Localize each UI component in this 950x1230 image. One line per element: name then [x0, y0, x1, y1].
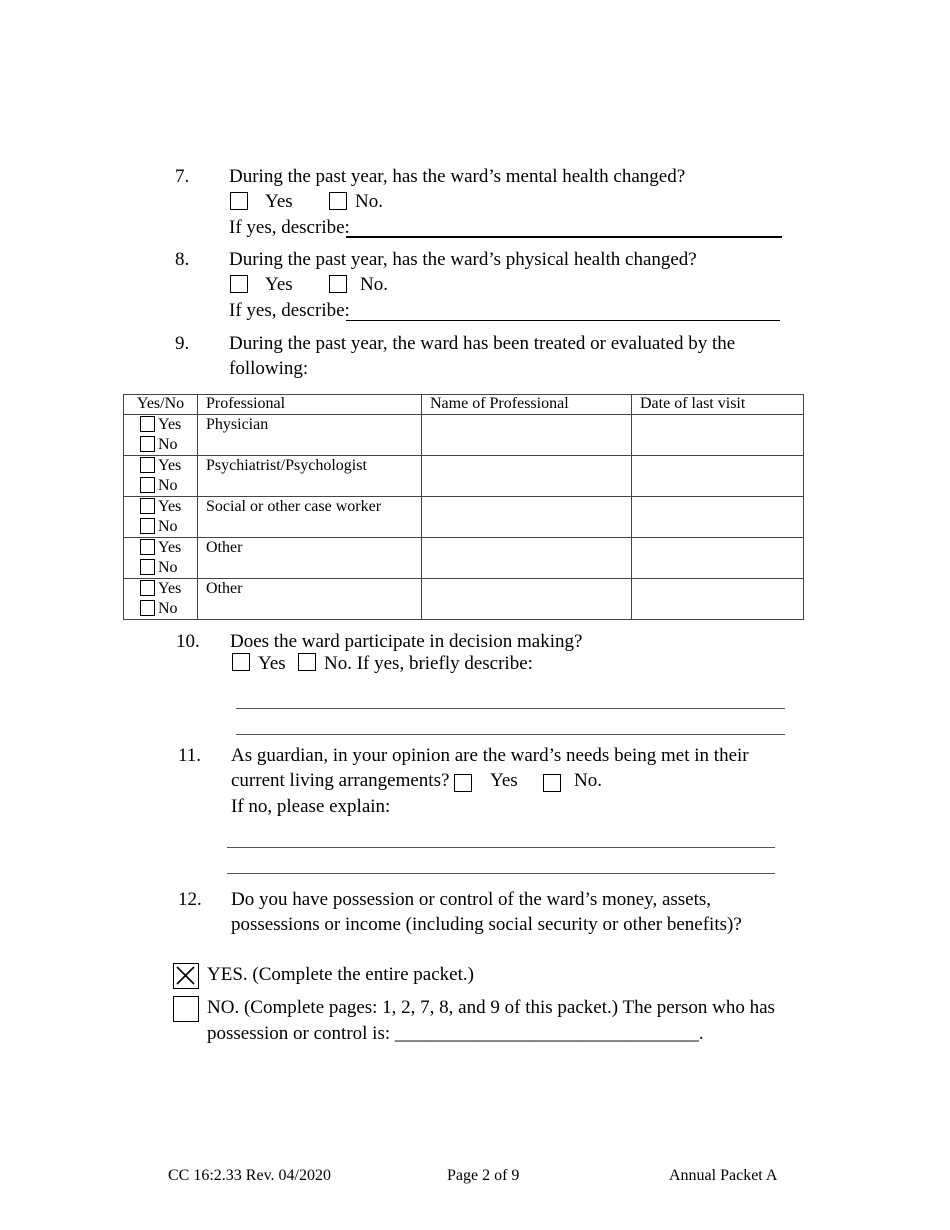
professional-cell: Other: [198, 579, 422, 620]
yesno-cell: [124, 456, 198, 497]
no-label: No: [158, 477, 178, 494]
q11-explain-line-2[interactable]: [227, 873, 775, 874]
yes-checkbox[interactable]: [140, 457, 155, 473]
check-x-icon: [174, 964, 197, 987]
q12-no-label-line1: NO. (Complete pages: 1, 2, 7, 8, and 9 of this packet.) The person who has: [207, 997, 775, 1018]
q7-question: During the past year, has the ward’s mental health changed?: [229, 166, 686, 187]
q10-describe-line-2[interactable]: [236, 734, 785, 735]
q10-question: Does the ward participate in decision making?: [230, 631, 583, 652]
no-label: No: [158, 436, 178, 453]
yes-label: Yes: [158, 539, 182, 556]
date-cell[interactable]: [632, 579, 804, 620]
q10-no-describe: No. If yes, briefly describe:: [324, 653, 533, 674]
q9-question-line2: following:: [229, 358, 309, 379]
name-cell[interactable]: [422, 415, 632, 456]
professional-cell: Psychiatrist/Psychologist: [198, 456, 422, 497]
q11-no-label: No.: [574, 770, 602, 791]
date-cell[interactable]: [632, 456, 804, 497]
q7-yes-checkbox[interactable]: [230, 192, 248, 210]
q10-describe-line-1[interactable]: [236, 708, 785, 709]
no-checkbox[interactable]: [140, 559, 155, 575]
q11-line2: current living arrangements?: [231, 770, 450, 791]
professional-cell: Social or other case worker: [198, 497, 422, 538]
no-label: No: [158, 518, 178, 535]
q12-line1: Do you have possession or control of the ward’s money, assets,: [231, 889, 712, 910]
col-header-professional: Professional: [198, 395, 422, 415]
q12-number: 12.: [178, 889, 202, 910]
q8-yes-label: Yes: [265, 274, 293, 295]
name-cell[interactable]: [422, 538, 632, 579]
q11-explain-label: If no, please explain:: [231, 796, 391, 817]
date-cell[interactable]: [632, 497, 804, 538]
q9-question-line1: During the past year, the ward has been treated or evaluated by the: [229, 333, 736, 354]
q8-no-checkbox[interactable]: [329, 275, 347, 293]
q12-yes-label: YES. (Complete the entire packet.): [207, 964, 474, 985]
q8-no-label: No.: [360, 274, 388, 295]
date-cell[interactable]: [632, 538, 804, 579]
yes-checkbox[interactable]: [140, 580, 155, 596]
table-row: [124, 415, 804, 456]
yes-label: Yes: [158, 416, 182, 433]
q8-question: During the past year, has the ward’s physical health changed?: [229, 249, 697, 270]
table-row: [124, 497, 804, 538]
table-row: [124, 456, 804, 497]
no-checkbox[interactable]: [140, 518, 155, 534]
yes-label: Yes: [158, 457, 182, 474]
q7-yes-label: Yes: [265, 191, 293, 212]
q8-describe-line[interactable]: [346, 320, 780, 321]
footer-form-id: CC 16:2.33 Rev. 04/2020: [168, 1167, 331, 1184]
q7-describe-line[interactable]: [346, 236, 782, 238]
q11-explain-line-1[interactable]: [227, 847, 775, 848]
yes-checkbox[interactable]: [140, 498, 155, 514]
col-header-name: Name of Professional: [422, 395, 632, 415]
name-cell[interactable]: [422, 497, 632, 538]
no-checkbox[interactable]: [140, 600, 155, 616]
q12-line2: possessions or income (including social security or other benefits)?: [231, 914, 742, 935]
professional-cell: Physician: [198, 415, 422, 456]
table-row: [124, 538, 804, 579]
table-header-row: [124, 395, 804, 415]
name-cell[interactable]: [422, 456, 632, 497]
yes-checkbox[interactable]: [140, 416, 155, 432]
q10-yes-checkbox[interactable]: [232, 653, 250, 671]
q7-no-label: No.: [355, 191, 383, 212]
q11-number: 11.: [178, 745, 202, 766]
q10-no-checkbox[interactable]: [298, 653, 316, 671]
q12-no-label-line2: possession or control is: ________________________________.: [207, 1023, 704, 1044]
no-checkbox[interactable]: [140, 477, 155, 493]
col-header-date: Date of last visit: [632, 395, 804, 415]
name-cell[interactable]: [422, 579, 632, 620]
table-row: [124, 579, 804, 620]
q9-number: 9.: [175, 333, 190, 354]
q11-line1: As guardian, in your opinion are the ward’s needs being met in their: [231, 745, 749, 766]
no-checkbox[interactable]: [140, 436, 155, 452]
no-label: No: [158, 559, 178, 576]
q12-yes-checkbox-checked[interactable]: [173, 963, 199, 989]
yesno-cell: [124, 497, 198, 538]
q7-describe-label: If yes, describe:: [229, 217, 350, 238]
col-header-yesno: Yes/No: [124, 395, 198, 415]
date-cell[interactable]: [632, 415, 804, 456]
no-label: No: [158, 600, 178, 617]
yesno-cell: [124, 538, 198, 579]
q11-yes-label: Yes: [490, 770, 518, 791]
q7-no-checkbox[interactable]: [329, 192, 347, 210]
footer-packet-name: Annual Packet A: [669, 1167, 778, 1184]
professionals-table: [123, 394, 804, 620]
q8-describe-label: If yes, describe:: [229, 300, 350, 321]
q10-number: 10.: [176, 631, 200, 652]
q7-number: 7.: [175, 166, 190, 187]
yes-label: Yes: [158, 580, 182, 597]
professional-cell: Other: [198, 538, 422, 579]
yesno-cell: [124, 415, 198, 456]
yes-checkbox[interactable]: [140, 539, 155, 555]
yesno-cell: [124, 579, 198, 620]
yes-label: Yes: [158, 498, 182, 515]
q10-yes-label: Yes: [258, 653, 286, 674]
footer-page-number: Page 2 of 9: [447, 1167, 520, 1184]
q11-no-checkbox[interactable]: [543, 774, 561, 792]
q11-yes-checkbox[interactable]: [454, 774, 472, 792]
q8-number: 8.: [175, 249, 190, 270]
q8-yes-checkbox[interactable]: [230, 275, 248, 293]
q12-no-checkbox[interactable]: [173, 996, 199, 1022]
